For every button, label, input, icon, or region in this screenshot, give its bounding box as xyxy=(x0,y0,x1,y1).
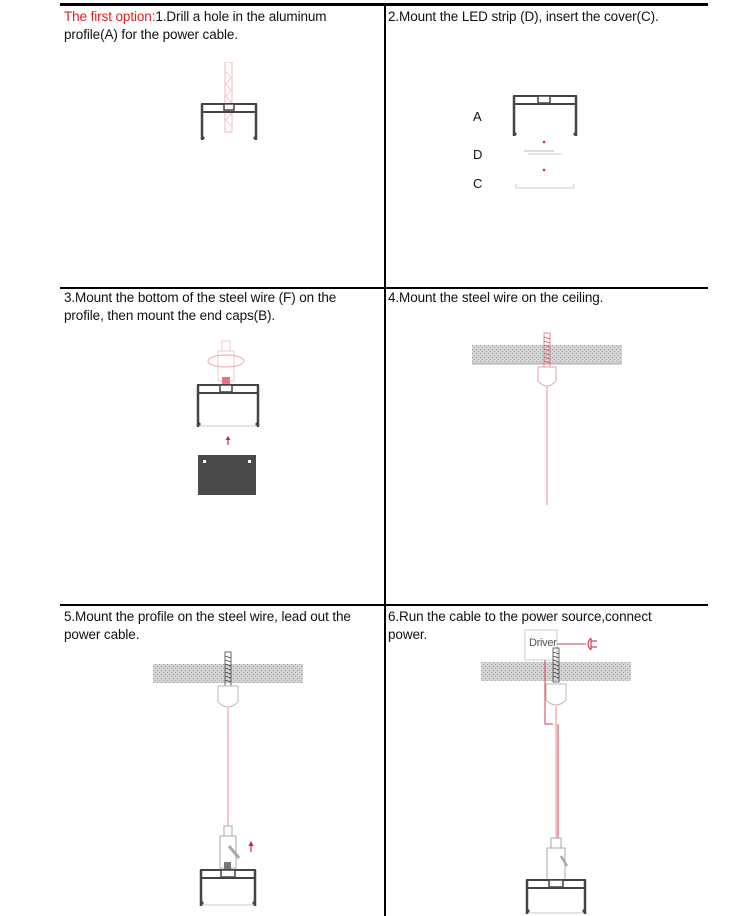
driver-label: Driver xyxy=(529,637,557,649)
step-6-line2: power. xyxy=(388,627,428,642)
first-option-label: The first option: xyxy=(64,9,156,24)
step-3-line1: 3.Mount the bottom of the steel wire (F) on the xyxy=(64,290,337,305)
step-3-wire-endcap-figure xyxy=(196,337,260,497)
step-5-cell xyxy=(60,606,384,916)
step-4-ceiling-wire-figure xyxy=(472,329,624,509)
step-2-instruction: 2.Mount the LED strip (D), insert the cover(C). xyxy=(388,9,659,24)
step-3-cell xyxy=(60,289,384,604)
step-1-line2: profile(A) for the power cable. xyxy=(64,27,238,42)
label-a-profile: A xyxy=(473,109,482,124)
label-d-led-strip: D xyxy=(473,147,483,162)
step-1-cell xyxy=(60,6,384,287)
step-5-line1: 5.Mount the profile on the steel wire, lead out the xyxy=(64,609,351,624)
step-4-cell xyxy=(386,289,708,604)
step-5-line2: power cable. xyxy=(64,627,140,642)
step-2-cell xyxy=(386,6,708,287)
step-1-line1: 1.Drill a hole in the aluminum xyxy=(155,9,327,24)
step-3-line2: profile, then mount the end caps(B). xyxy=(64,308,276,323)
step-3-instruction xyxy=(64,289,382,325)
step-1-instruction xyxy=(64,8,382,44)
step-5-profile-mount-figure xyxy=(153,650,305,914)
step-4-instruction: 4.Mount the steel wire on the ceiling. xyxy=(388,290,604,305)
step-6-line1: 6.Run the cable to the power source,connect xyxy=(388,609,652,624)
step-1-drill-profile-figure xyxy=(198,62,260,142)
step-6-cell xyxy=(386,606,708,916)
label-c-cover: C xyxy=(473,176,483,191)
step-6-power-connection-figure xyxy=(481,626,633,916)
step-2-assembly-figure xyxy=(512,94,578,194)
step-5-instruction xyxy=(64,608,386,644)
